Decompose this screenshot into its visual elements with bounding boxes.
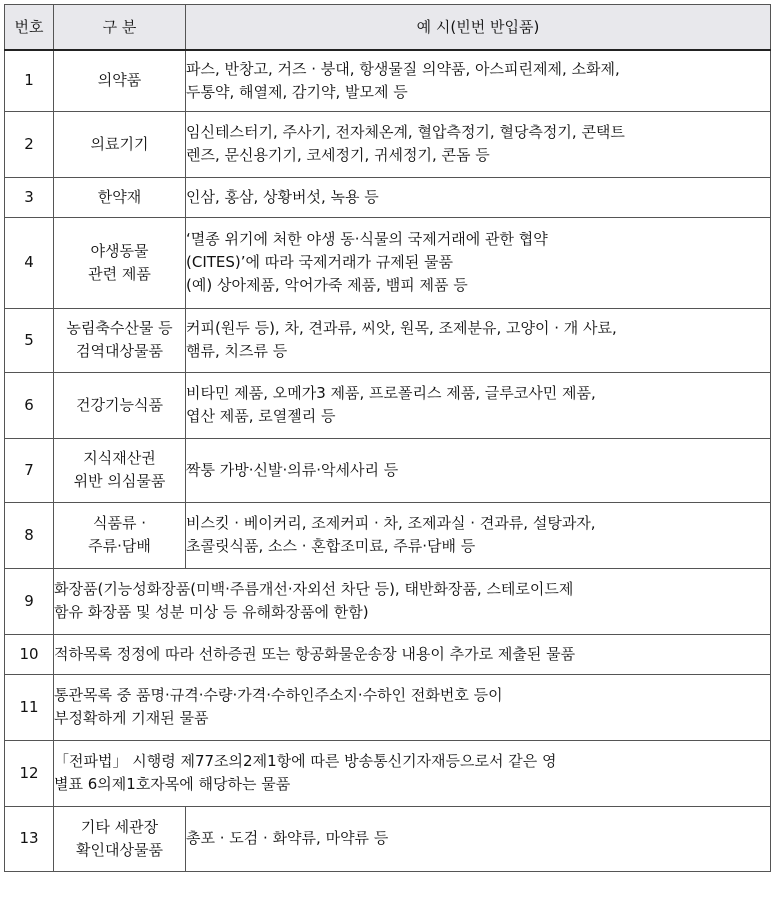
table-row: [5, 372, 771, 438]
row-examples: 커피(원두 등), 차, 견과류, 씨앗, 원목, 조제분유, 고양이 · 개 사료, 햄류, 치즈류 등: [186, 308, 771, 372]
row-examples: 파스, 반창고, 거즈 · 붕대, 항생물질 의약품, 아스피린제제, 소화제, 두통약, 해열제, 감기약, 발모제 등: [186, 50, 771, 111]
row-category: 의료기기: [54, 111, 186, 177]
row-description: 적하목록 정정에 따라 선하증권 또는 항공화물운송장 내용이 추가로 제출된 물품: [54, 634, 771, 674]
row-number: 5: [5, 308, 54, 372]
table-row: [5, 674, 771, 740]
table-row: [5, 111, 771, 177]
table-row: [5, 740, 771, 806]
header-no: 번호: [5, 5, 54, 51]
row-category: 의약품: [54, 50, 186, 111]
row-number: 1: [5, 50, 54, 111]
table-row: [5, 177, 771, 217]
row-category: 야생동물 관련 제품: [54, 217, 186, 308]
row-number: 8: [5, 502, 54, 568]
table-row: [5, 568, 771, 634]
row-number: 12: [5, 740, 54, 806]
row-number: 2: [5, 111, 54, 177]
row-category: 농림축수산물 등 검역대상물품: [54, 308, 186, 372]
table-header-row: [5, 5, 771, 51]
table-row: [5, 634, 771, 674]
row-number: 9: [5, 568, 54, 634]
row-examples: 짝퉁 가방·신발·의류·악세사리 등: [186, 438, 771, 502]
row-examples: 비스킷 · 베이커리, 조제커피 · 차, 조제과실 · 견과류, 설탕과자, 초콜릿식품, 소스 · 혼합조미료, 주류·담배 등: [186, 502, 771, 568]
row-number: 10: [5, 634, 54, 674]
table-row: [5, 50, 771, 111]
row-number: 6: [5, 372, 54, 438]
row-description: 화장품(기능성화장품(미백·주름개선·자외선 차단 등), 태반화장품, 스테로이드제 함유 화장품 및 성분 미상 등 유해화장품에 한함): [54, 568, 771, 634]
table-row: [5, 806, 771, 871]
row-number: 3: [5, 177, 54, 217]
row-number: 13: [5, 806, 54, 871]
row-examples: 총포 · 도검 · 화약류, 마약류 등: [186, 806, 771, 871]
table-row: [5, 217, 771, 308]
row-examples: 임신테스터기, 주사기, 전자체온계, 혈압측정기, 혈당측정기, 콘택트 렌즈, 문신용기기, 코세정기, 귀세정기, 콘돔 등: [186, 111, 771, 177]
row-category: 식품류 · 주류·담배: [54, 502, 186, 568]
row-examples: 인삼, 홍삼, 상황버섯, 녹용 등: [186, 177, 771, 217]
header-examples: 예 시(빈번 반입품): [186, 5, 771, 51]
row-examples: 비타민 제품, 오메가3 제품, 프로폴리스 제품, 글루코사민 제품, 엽산 제품, 로열젤리 등: [186, 372, 771, 438]
row-description: 「전파법」 시행령 제77조의2제1항에 따른 방송통신기자재등으로서 같은 영 별표 6의제1호자목에 해당하는 물품: [54, 740, 771, 806]
row-number: 7: [5, 438, 54, 502]
row-number: 4: [5, 217, 54, 308]
row-category: 한약재: [54, 177, 186, 217]
table-row: [5, 308, 771, 372]
row-category: 지식재산권 위반 의심물품: [54, 438, 186, 502]
header-category: 구 분: [54, 5, 186, 51]
row-number: 11: [5, 674, 54, 740]
import-items-table: [4, 4, 771, 872]
row-category: 건강기능식품: [54, 372, 186, 438]
table-row: [5, 438, 771, 502]
row-category: 기타 세관장 확인대상물품: [54, 806, 186, 871]
table-row: [5, 502, 771, 568]
row-examples: ‘멸종 위기에 처한 야생 동·식물의 국제거래에 관한 협약 (CITES)’에 따라 국제거래가 규제된 물품 (예) 상아제품, 악어가죽 제품, 뱀피 제품 등: [186, 217, 771, 308]
row-description: 통관목록 중 품명·규격·수량·가격·수하인주소지·수하인 전화번호 등이 부정확하게 기재된 물품: [54, 674, 771, 740]
